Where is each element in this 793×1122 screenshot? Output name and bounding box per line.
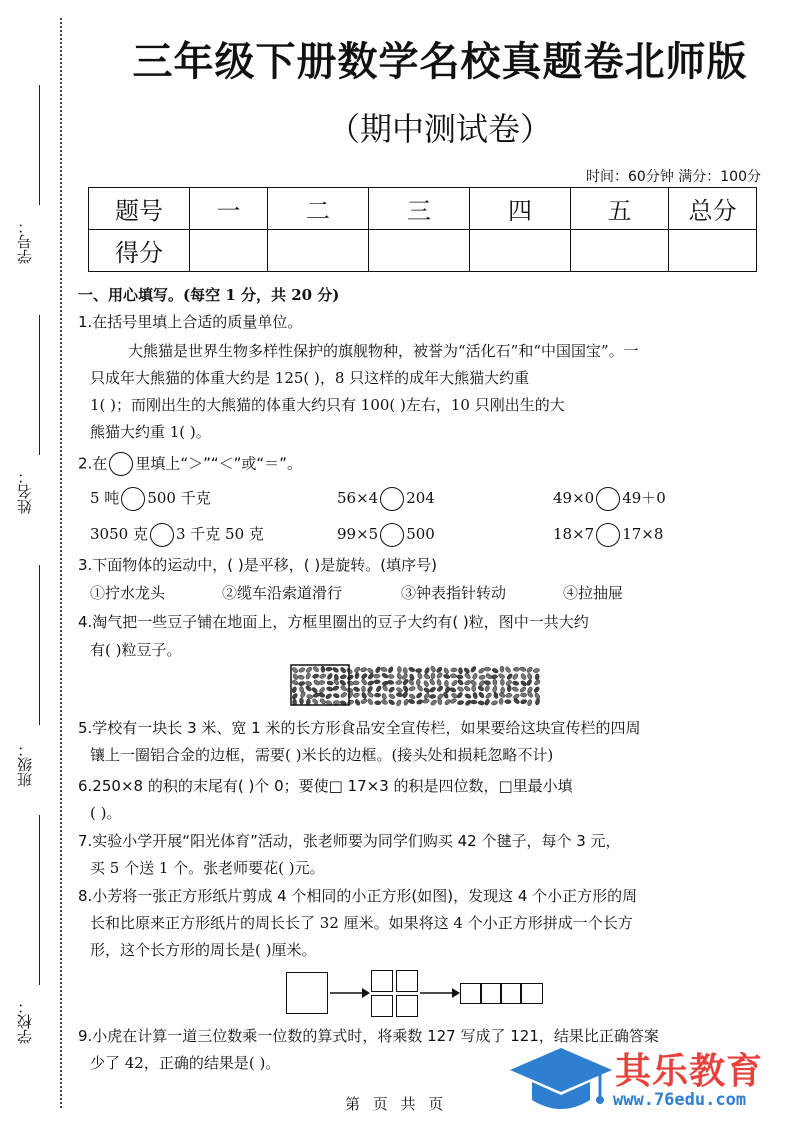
- bean: [306, 694, 313, 699]
- bean: [458, 667, 463, 674]
- bean: [527, 673, 533, 680]
- bean: [403, 699, 409, 706]
- school-label: 学校：: [16, 999, 34, 1045]
- bean: [409, 686, 416, 691]
- bean: [340, 685, 348, 692]
- bean: [305, 672, 311, 679]
- bean: [416, 679, 421, 686]
- bean: [424, 667, 430, 674]
- bean: [472, 685, 476, 692]
- bean: [340, 666, 347, 673]
- bean: [526, 666, 533, 673]
- bean: [484, 667, 491, 671]
- bean: [464, 680, 471, 686]
- bean: [361, 678, 368, 686]
- bean: [360, 698, 367, 704]
- bean: [375, 685, 382, 693]
- bean: [367, 691, 375, 698]
- big-square: [286, 972, 328, 1014]
- bean: [505, 700, 512, 704]
- arrow-right-icon: [330, 986, 370, 1000]
- bean: [507, 685, 512, 692]
- bean: [374, 693, 380, 697]
- arrow-right-icon: [420, 986, 460, 1000]
- bean: [416, 699, 423, 705]
- bean: [361, 686, 365, 692]
- bean: [484, 698, 490, 705]
- bean: [298, 675, 305, 680]
- q3-heading: 3.下面物体的运动中，( )是平移，( )是旋转。(填序号): [78, 556, 437, 574]
- bean: [520, 680, 527, 687]
- bean: [291, 686, 297, 693]
- small-square: [396, 995, 418, 1017]
- page-title: 三年级下册数学名校真题卷北师版: [132, 39, 748, 85]
- bean: [520, 699, 527, 705]
- score-cell[interactable]: [190, 230, 268, 272]
- circle-icon: [109, 452, 133, 476]
- bean: [472, 673, 478, 680]
- bean: [333, 700, 340, 704]
- bean: [533, 668, 540, 673]
- bean: [484, 680, 491, 685]
- bean: [299, 698, 303, 705]
- bean: [457, 675, 464, 680]
- student-id-label: 学号：: [16, 219, 34, 265]
- q3-option: ②缆车沿索道滑行: [222, 584, 343, 602]
- bean: [450, 698, 457, 704]
- bean: [457, 679, 464, 686]
- bean: [520, 693, 527, 697]
- bean: [319, 673, 326, 679]
- rect-square: [460, 983, 482, 1004]
- q6-text-line: 6.250×8 的积的末尾有( )个 0；要使□ 17×3 的积是四位数，□里最小填: [78, 777, 573, 795]
- bean: [492, 686, 498, 693]
- score-cell[interactable]: [470, 230, 571, 272]
- bean: [436, 685, 443, 692]
- logo-url: www.76edu.com: [613, 1090, 747, 1110]
- bean: [430, 699, 437, 706]
- score-header-cell: 一: [190, 188, 268, 230]
- small-square: [396, 970, 418, 992]
- bean: [437, 698, 442, 705]
- q2-item: 99×5 500: [337, 523, 435, 547]
- bean: [464, 693, 471, 699]
- score-table-header-row: [89, 188, 757, 230]
- bean: [493, 692, 499, 699]
- bean: [451, 692, 459, 699]
- q2-item: 56×4 204: [337, 487, 435, 511]
- bean: [367, 673, 374, 680]
- q2-heading-a: 2.在: [78, 454, 108, 473]
- bean: [332, 685, 339, 691]
- bean: [388, 699, 396, 706]
- bean: [382, 684, 389, 692]
- compare-circle[interactable]: [596, 523, 620, 547]
- bean: [492, 679, 497, 686]
- bean: [408, 693, 416, 700]
- bean: [499, 698, 503, 704]
- bean: [498, 692, 506, 699]
- bean: [318, 692, 325, 698]
- bean: [423, 687, 431, 694]
- score-header-cell: 三: [369, 188, 470, 230]
- bean: [375, 701, 381, 705]
- bean: [519, 686, 526, 693]
- rect-square: [480, 983, 502, 1004]
- bean: [463, 685, 471, 692]
- bean: [380, 667, 387, 673]
- q5-text-line: 镶上一圈铝合金的边框，需要( )米长的边框。(接头处和损耗忽略不计): [90, 746, 554, 764]
- bean: [332, 666, 340, 673]
- bean: [436, 666, 443, 673]
- bean: [396, 687, 404, 694]
- bean: [535, 674, 539, 681]
- bean: [451, 679, 458, 686]
- cut-line: [60, 18, 62, 1108]
- bean: [396, 692, 403, 697]
- bean: [451, 668, 458, 672]
- bean: [491, 674, 498, 679]
- bean: [479, 675, 486, 680]
- q8-text-line: 长和比原来正方形纸片的周长长了 32 厘米。如果将这 4 个小正方形拼成一个长方: [90, 914, 633, 932]
- bean: [321, 666, 325, 673]
- score-header-cell: 五: [571, 188, 669, 230]
- q9-text-line: 9.小虎在计算一道三位数乘一位数的算式时，将乘数 127 写成了 121，结果比正确答案: [78, 1027, 659, 1045]
- bean: [396, 673, 402, 680]
- rect-square: [500, 983, 522, 1004]
- bean: [423, 673, 431, 680]
- score-header-cell: 题号: [89, 188, 190, 230]
- q2-item: 3050 克 3 千克 50 克: [90, 523, 264, 547]
- score-header-cell: 四: [470, 188, 571, 230]
- bean: [535, 698, 540, 705]
- bean: [333, 678, 340, 686]
- bean: [423, 680, 429, 688]
- student-id-blank: [39, 85, 40, 205]
- bean: [381, 672, 389, 679]
- bean: [457, 686, 465, 692]
- score-cell[interactable]: [571, 230, 669, 272]
- q1-text-line: 大熊猫是世界生物多样性保护的旗舰物种，被誉为“活化石”和“中国国宝”。一: [128, 342, 639, 360]
- q1-heading: 1.在括号里填上合适的质量单位。: [78, 313, 303, 331]
- bean: [444, 680, 448, 687]
- score-cell[interactable]: [669, 230, 757, 272]
- compare-circle[interactable]: [121, 487, 145, 511]
- bean: [375, 666, 381, 674]
- q1-text-line: 熊猫大约重 1( )。: [90, 423, 211, 441]
- bean: [397, 666, 401, 672]
- score-table: [88, 187, 757, 272]
- q2-heading-b: 里填上“＞”“＜”或“＝”。: [135, 454, 302, 473]
- compare-circle[interactable]: [596, 487, 620, 511]
- logo-text: 其乐教育: [615, 1051, 764, 1092]
- bean: [472, 692, 478, 699]
- bean: [326, 686, 333, 692]
- bean: [444, 699, 451, 706]
- bean: [388, 674, 395, 678]
- q2-item: 18×7 17×8: [553, 523, 663, 547]
- bean: [291, 679, 298, 685]
- q3-option: ①拧水龙头: [90, 584, 166, 602]
- bean: [491, 700, 498, 706]
- bean: [291, 666, 298, 673]
- bean: [305, 685, 312, 692]
- bean: [355, 672, 360, 679]
- bean: [477, 685, 485, 692]
- name-label: 姓名：: [16, 469, 34, 515]
- compare-circle[interactable]: [150, 523, 174, 547]
- bean: [388, 693, 396, 699]
- bean: [423, 692, 430, 699]
- bean: [298, 667, 305, 673]
- bean: [353, 681, 359, 685]
- bean: [501, 687, 505, 693]
- bean: [430, 665, 436, 673]
- bean: [436, 672, 443, 679]
- school-blank: [39, 815, 40, 985]
- q8-text-line: 形，这个长方形的周长是( )厘米。: [90, 941, 317, 959]
- bean: [292, 673, 298, 681]
- bean: [354, 699, 361, 706]
- bean: [422, 698, 429, 704]
- score-cell[interactable]: [268, 230, 369, 272]
- bean: [381, 693, 387, 700]
- bean: [326, 673, 333, 681]
- bean: [353, 686, 360, 692]
- q1-text-line: 1( )；而刚出生的大熊猫的体重大约只有 100( )左右，10 只刚出生的大: [90, 396, 565, 414]
- bean: [327, 681, 334, 686]
- bean: [353, 692, 360, 698]
- bean: [347, 674, 355, 681]
- bean: [408, 666, 415, 672]
- bean: [367, 686, 374, 694]
- class-label: 班级：: [16, 742, 34, 788]
- small-square: [371, 995, 393, 1017]
- bean: [478, 691, 485, 699]
- page-footer: 第 页 共 页: [345, 1095, 448, 1113]
- bean: [519, 666, 526, 672]
- bean: [478, 700, 485, 705]
- bean: [533, 686, 540, 693]
- bean: [381, 699, 389, 705]
- bean: [429, 678, 436, 686]
- bean: [361, 673, 368, 680]
- q2-item: 49×0 49＋0: [553, 487, 666, 511]
- bean: [512, 673, 519, 681]
- bean: [361, 692, 367, 700]
- bean: [431, 673, 435, 679]
- bean: [402, 691, 408, 698]
- bean: [339, 679, 347, 686]
- bean: [403, 667, 408, 674]
- bean: [318, 680, 325, 685]
- bean: [484, 685, 490, 692]
- bean: [449, 687, 456, 693]
- bean: [450, 674, 457, 679]
- bean: [520, 673, 527, 681]
- bean: [500, 666, 504, 673]
- bean: [504, 666, 511, 674]
- score-header-cell: 总分: [669, 188, 757, 230]
- bean: [464, 672, 471, 679]
- bean: [319, 698, 327, 705]
- bean: [395, 680, 402, 685]
- bean: [470, 666, 477, 674]
- score-header-cell: 二: [268, 188, 369, 230]
- bean: [471, 700, 478, 704]
- score-cell[interactable]: [369, 230, 470, 272]
- bean: [374, 680, 380, 684]
- bean: [396, 699, 402, 706]
- name-blank: [39, 315, 40, 455]
- bean: [533, 679, 541, 686]
- q4-text-line: 4.淘气把一些豆子铺在地面上，方框里圈出的豆子大约有( )粒，图中一共大约: [78, 613, 589, 631]
- bean: [417, 672, 423, 679]
- bean: [312, 666, 319, 673]
- bean: [505, 693, 512, 698]
- q2-heading: [78, 452, 302, 476]
- class-blank: [39, 565, 40, 725]
- bean: [513, 667, 519, 671]
- small-square: [371, 970, 393, 992]
- score-table-score-row: [89, 230, 757, 272]
- bean: [340, 691, 348, 698]
- compare-circle[interactable]: [380, 487, 404, 511]
- exam-meta: 时间：60分钟 满分：100分: [586, 169, 761, 185]
- bean: [485, 692, 492, 699]
- bean: [506, 673, 513, 681]
- bean: [491, 667, 499, 673]
- beans-image: [290, 664, 542, 706]
- bean: [443, 667, 449, 675]
- bean: [526, 679, 533, 687]
- q3-option: ④拉抽屉: [563, 584, 624, 602]
- bean: [367, 680, 374, 686]
- compare-circle[interactable]: [380, 523, 404, 547]
- bean: [340, 674, 347, 680]
- page-subtitle: （期中测试卷）: [327, 110, 552, 148]
- bean: [456, 691, 463, 699]
- score-row-label: 得分: [89, 230, 190, 272]
- q1-text-line: 只成年大熊猫的体重大约是 125( )，8 只这样的成年大熊猫大约重: [90, 369, 530, 387]
- bean: [415, 668, 422, 673]
- bean: [415, 692, 422, 699]
- bean: [333, 693, 340, 699]
- bean: [298, 681, 305, 686]
- bean: [325, 693, 333, 700]
- bean: [305, 666, 312, 673]
- bean: [312, 673, 319, 679]
- q5-text-line: 5.学校有一块长 3 米、宽 1 米的长方形食品安全宣传栏，如果要给这块宣传栏的四周: [78, 719, 641, 737]
- bean: [527, 699, 533, 706]
- q3-option: ③钟表指针转动: [401, 584, 507, 602]
- q9-text-line: 少了 42，正确的结果是( )。: [90, 1054, 281, 1072]
- bean: [402, 685, 409, 693]
- bean: [387, 666, 393, 674]
- q7-text-line: 7.实验小学开展“阳光体育”活动，张老师要为同学们购买 42 个毽子，每个 3 元，: [78, 832, 621, 850]
- q4-text-line: 有( )粒豆子。: [90, 641, 182, 659]
- bean: [408, 699, 415, 705]
- bean: [429, 694, 436, 699]
- bean: [457, 700, 464, 705]
- bean: [360, 667, 367, 672]
- q6-text-line: ( )。: [90, 804, 122, 822]
- bean: [429, 686, 437, 693]
- bean: [512, 680, 519, 686]
- bean: [388, 686, 395, 693]
- q8-text-line: 8.小芳将一张正方形纸片剪成 4 个相同的小正方形(如图)，发现这 4 个小正方形的周: [78, 887, 638, 905]
- rect-square: [520, 983, 543, 1004]
- bean: [367, 698, 374, 706]
- bean: [367, 667, 374, 674]
- bean: [326, 667, 333, 672]
- bean: [436, 679, 442, 686]
- q2-item: 5 吨 500 千克: [90, 487, 211, 511]
- graduation-cap-icon: [508, 1044, 614, 1118]
- bean: [312, 698, 319, 705]
- bean: [374, 674, 381, 678]
- q7-text-line: 买 5 个送 1 个。张老师要花( )元。: [90, 859, 325, 877]
- bean: [500, 679, 504, 685]
- section-heading: 一、用心填写。(每空 1 分，共 20 分): [78, 286, 340, 304]
- bean: [311, 687, 318, 694]
- bean: [443, 674, 450, 680]
- bean: [512, 686, 519, 692]
- bean: [498, 673, 506, 680]
- bean: [305, 681, 312, 687]
